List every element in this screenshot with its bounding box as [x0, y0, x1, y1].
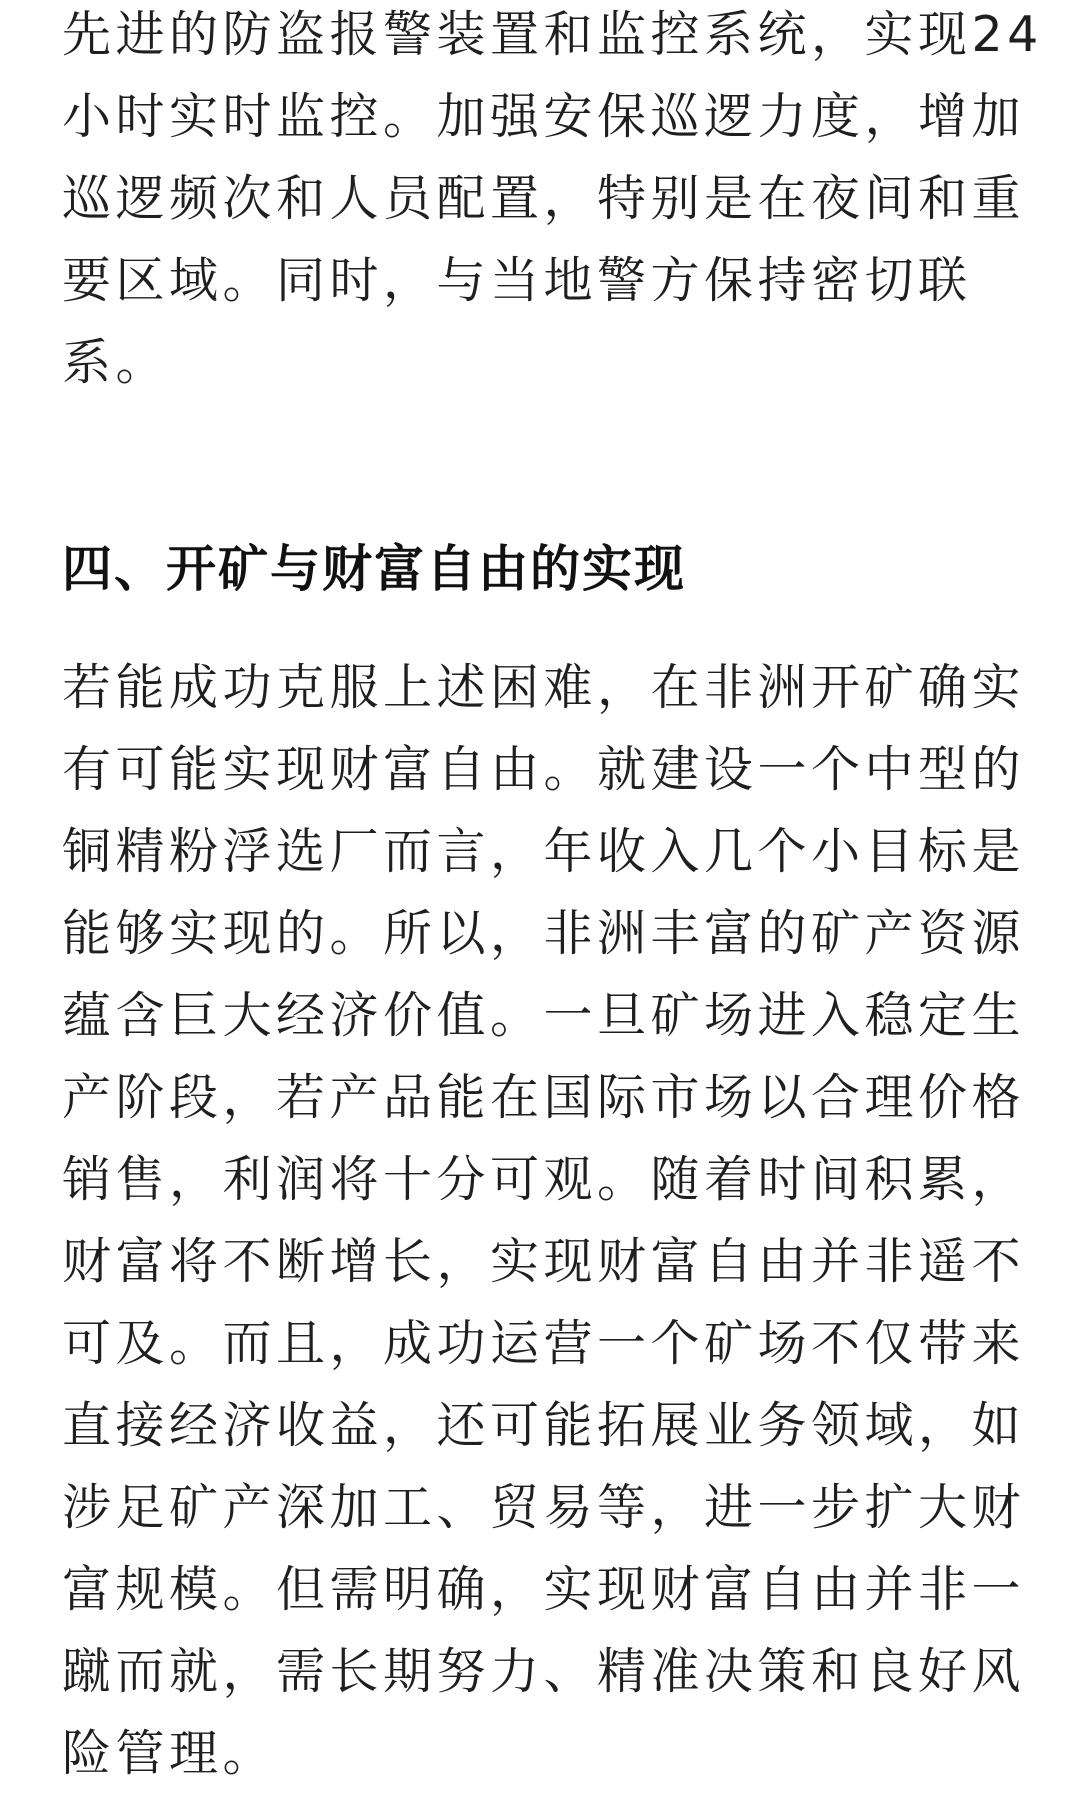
paragraph-line: 富规模。但需明确，实现财富自由并非一	[62, 1561, 1026, 1618]
paragraph-line: 能够实现的。所以，非洲丰富的矿产资源	[62, 905, 1026, 962]
paragraph-line: 若能成功克服上述困难，在非洲开矿确实	[62, 659, 1026, 716]
paragraph-line: 险管理。	[62, 1725, 277, 1782]
paragraph-line: 巡逻频次和人员配置，特别是在夜间和重	[62, 170, 1026, 227]
paragraph-line: 小时实时监控。加强安保巡逻力度，增加	[62, 88, 1026, 145]
paragraph-line: 先进的防盗报警装置和监控系统，实现24	[62, 6, 1043, 63]
paragraph-line: 可及。而且，成功运营一个矿场不仅带来	[62, 1315, 1026, 1372]
paragraph-line: 铜精粉浮选厂而言，年收入几个小目标是	[62, 823, 1026, 880]
paragraph-line: 要区域。同时，与当地警方保持密切联	[62, 252, 972, 309]
paragraph-line: 产阶段，若产品能在国际市场以合理价格	[62, 1069, 1026, 1126]
section-heading: 四、开矿与财富自由的实现	[62, 539, 686, 598]
paragraph-line: 涉足矿产深加工、贸易等，进一步扩大财	[62, 1479, 1026, 1536]
paragraph-wealth	[62, 647, 1025, 1795]
paragraph-line: 蹴而就，需长期努力、精准决策和良好风	[62, 1643, 1026, 1700]
paragraph-security	[62, 0, 1043, 404]
paragraph-line: 财富将不断增长，实现财富自由并非遥不	[62, 1233, 1026, 1290]
paragraph-line: 蕴含巨大经济价值。一旦矿场进入稳定生	[62, 987, 1026, 1044]
paragraph-line: 系。	[62, 334, 170, 391]
paragraph-line: 有可能实现财富自由。就建设一个中型的	[62, 741, 1026, 798]
paragraph-line: 销售，利润将十分可观。随着时间积累，	[62, 1151, 1026, 1208]
paragraph-line: 直接经济收益，还可能拓展业务领域，如	[62, 1397, 1026, 1454]
